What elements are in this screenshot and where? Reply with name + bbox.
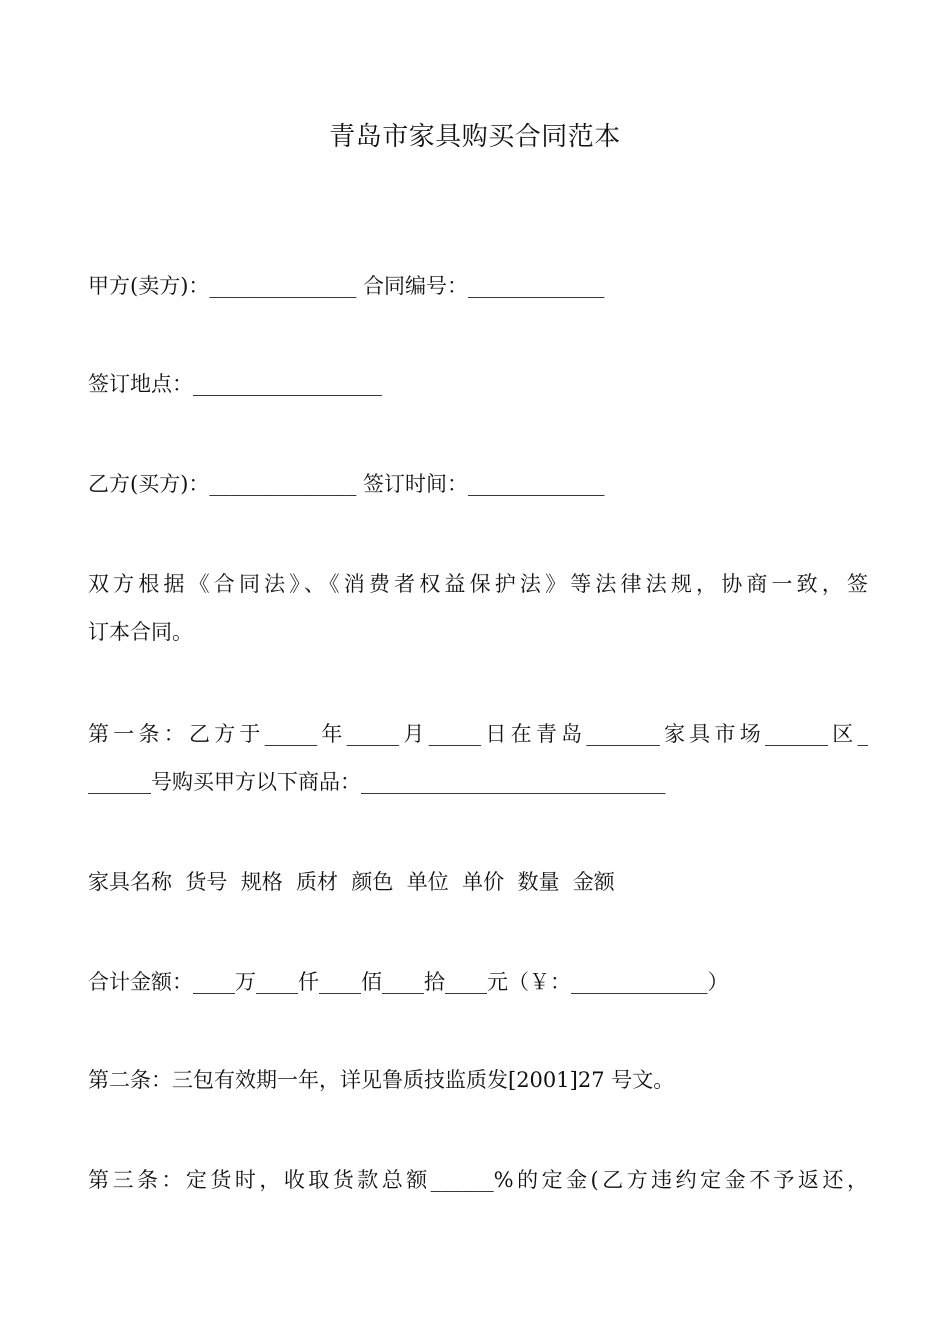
intro-line-1: 双方根据《合同法》、《消费者权益保护法》等法律法规，协商一致，签 — [88, 572, 868, 596]
article-1-line-1: 第一条：乙方于_____年_____月_____日在青岛_______家具市场______区_ — [88, 722, 868, 746]
intro-paragraph — [88, 560, 868, 656]
article-3-line-1: 第三条：定货时，收取货款总额______%的定金(乙方违约定金不予返还， — [88, 1168, 868, 1192]
item-table-header: 家具名称 货号 规格 质材 颜色 单位 单价 数量 金额 — [88, 870, 615, 894]
signing-place-line: 签订地点：__________________ — [88, 372, 382, 396]
page-title: 青岛市家具购买合同范本 — [329, 122, 621, 152]
article-2-line: 第二条：三包有效期一年，详见鲁质技监质发[2001]27 号文。 — [88, 1068, 675, 1092]
article-1-line-2: ______号购买甲方以下商品：_____________________________ — [88, 770, 666, 794]
article-1-paragraph — [88, 710, 868, 806]
party-a-line: 甲方(卖方)：______________ 合同编号：_____________ — [88, 274, 605, 298]
total-amount-line: 合计金额：____万____仟____佰____拾____元（￥：_____________） — [88, 970, 729, 994]
intro-line-2: 订本合同。 — [88, 620, 193, 644]
article-3-paragraph — [88, 1156, 868, 1204]
party-b-line: 乙方(买方)：______________ 签订时间：_____________ — [88, 472, 605, 496]
